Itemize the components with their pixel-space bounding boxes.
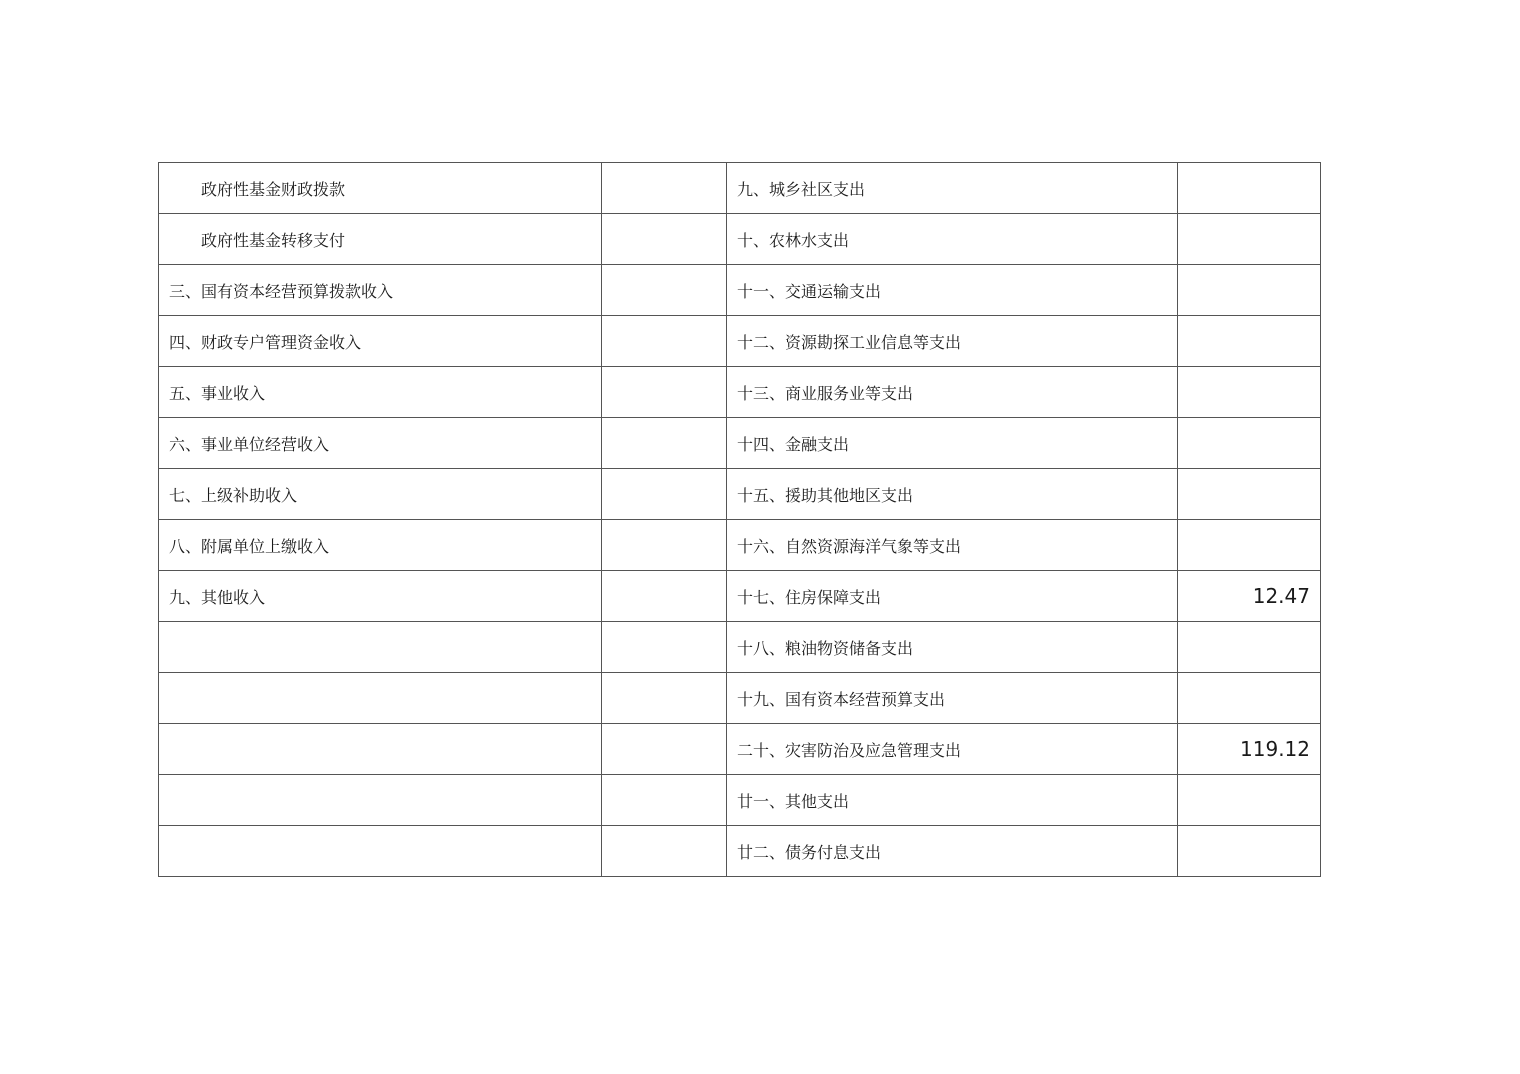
- budget-table: [158, 162, 1321, 877]
- expense-label-cell: 十八、粮油物资储备支出: [727, 622, 1178, 673]
- income-amount-cell: [602, 622, 727, 673]
- table-row: [159, 775, 1321, 826]
- income-amount-cell: [602, 163, 727, 214]
- table-row: [159, 265, 1321, 316]
- income-amount-cell: [602, 673, 727, 724]
- table-row: [159, 163, 1321, 214]
- income-amount-cell: [602, 775, 727, 826]
- expense-label-cell: 九、城乡社区支出: [727, 163, 1178, 214]
- table-row: [159, 673, 1321, 724]
- table-row: [159, 520, 1321, 571]
- expense-label-cell: 十四、金融支出: [727, 418, 1178, 469]
- expense-amount-cell: [1178, 316, 1321, 367]
- expense-label-cell: 廿二、债务付息支出: [727, 826, 1178, 877]
- expense-label-cell: 十三、商业服务业等支出: [727, 367, 1178, 418]
- expense-label-cell: 十一、交通运输支出: [727, 265, 1178, 316]
- expense-amount-cell: [1178, 367, 1321, 418]
- expense-label-cell: 十二、资源勘探工业信息等支出: [727, 316, 1178, 367]
- table-row: [159, 622, 1321, 673]
- income-amount-cell: [602, 826, 727, 877]
- income-label-cell: 三、国有资本经营预算拨款收入: [159, 265, 602, 316]
- expense-label-cell: 十五、援助其他地区支出: [727, 469, 1178, 520]
- expense-label-cell: 二十、灾害防治及应急管理支出: [727, 724, 1178, 775]
- income-label-cell: [159, 724, 602, 775]
- income-label-cell: 八、附属单位上缴收入: [159, 520, 602, 571]
- table-row: [159, 571, 1321, 622]
- expense-amount-cell: [1178, 622, 1321, 673]
- table-row: [159, 418, 1321, 469]
- income-label-cell: [159, 775, 602, 826]
- income-label-cell: 四、财政专户管理资金收入: [159, 316, 602, 367]
- expense-amount-cell: [1178, 673, 1321, 724]
- expense-amount-cell: [1178, 265, 1321, 316]
- expense-amount-cell: 119.12: [1178, 724, 1321, 775]
- expense-label-cell: 廿一、其他支出: [727, 775, 1178, 826]
- expense-amount-cell: [1178, 163, 1321, 214]
- expense-amount-cell: [1178, 775, 1321, 826]
- income-label-cell: 五、事业收入: [159, 367, 602, 418]
- expense-amount-cell: [1178, 418, 1321, 469]
- income-amount-cell: [602, 367, 727, 418]
- income-label-cell: 政府性基金财政拨款: [159, 163, 602, 214]
- income-amount-cell: [602, 469, 727, 520]
- expense-amount-cell: [1178, 469, 1321, 520]
- expense-label-cell: 十六、自然资源海洋气象等支出: [727, 520, 1178, 571]
- income-label-cell: 六、事业单位经营收入: [159, 418, 602, 469]
- income-label-cell: [159, 673, 602, 724]
- expense-amount-cell: [1178, 826, 1321, 877]
- table-row: [159, 724, 1321, 775]
- income-label-cell: 政府性基金转移支付: [159, 214, 602, 265]
- expense-label-cell: 十七、住房保障支出: [727, 571, 1178, 622]
- income-amount-cell: [602, 520, 727, 571]
- income-amount-cell: [602, 316, 727, 367]
- table-row: [159, 469, 1321, 520]
- expense-amount-cell: 12.47: [1178, 571, 1321, 622]
- income-amount-cell: [602, 265, 727, 316]
- income-amount-cell: [602, 724, 727, 775]
- income-label-cell: [159, 622, 602, 673]
- table-row: [159, 826, 1321, 877]
- table-row: [159, 214, 1321, 265]
- income-label-cell: 九、其他收入: [159, 571, 602, 622]
- income-amount-cell: [602, 571, 727, 622]
- expense-label-cell: 十九、国有资本经营预算支出: [727, 673, 1178, 724]
- table-row: [159, 316, 1321, 367]
- income-amount-cell: [602, 418, 727, 469]
- table-row: [159, 367, 1321, 418]
- income-label-cell: [159, 826, 602, 877]
- expense-amount-cell: [1178, 214, 1321, 265]
- income-amount-cell: [602, 214, 727, 265]
- expense-amount-cell: [1178, 520, 1321, 571]
- income-label-cell: 七、上级补助收入: [159, 469, 602, 520]
- expense-label-cell: 十、农林水支出: [727, 214, 1178, 265]
